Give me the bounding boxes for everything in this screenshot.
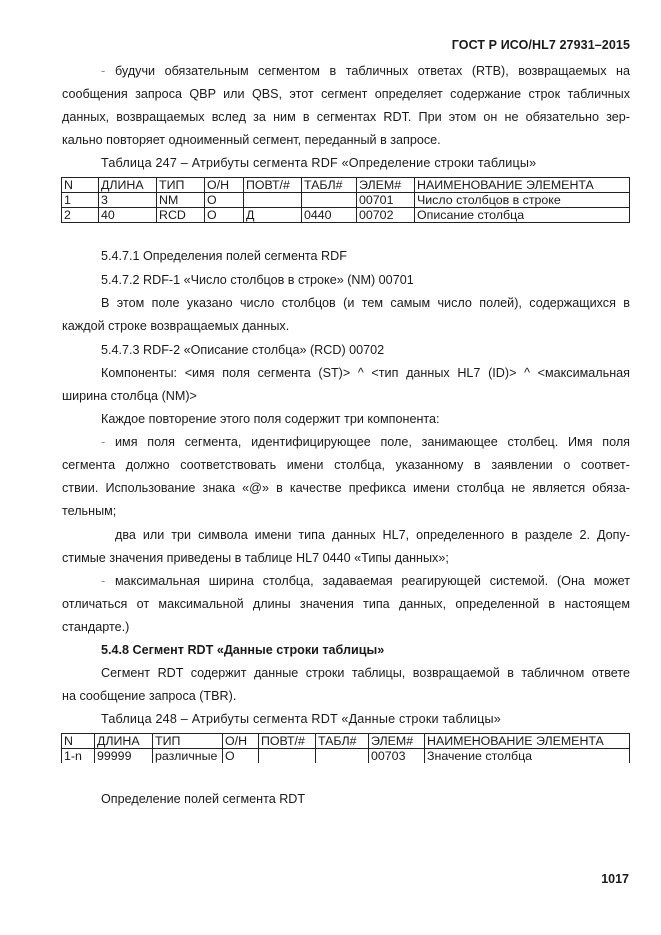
table-cell: 99999 (95, 749, 153, 764)
table-cell: 00701 (357, 193, 415, 208)
header-cell: ТАБЛ# (302, 178, 357, 193)
paragraph-line: В этом поле указано число столбцов (и тем самым число полей), содержащихся в (101, 296, 630, 310)
header-cell: ДЛИНА (99, 178, 157, 193)
list-item-line: стимые значения приведены в таблице HL7 0440 «Типы данных»; (62, 551, 449, 565)
table-cell: O (205, 193, 244, 208)
bullet-dash: - (101, 435, 106, 449)
table-cell (259, 749, 316, 764)
table-cell: 1-n (62, 749, 95, 764)
table-cell: 0440 (302, 208, 357, 223)
list-item-line: стандарте.) (62, 620, 130, 634)
header-cell: N (62, 734, 95, 749)
document-header: ГОСТ Р ИСО/HL7 27931–2015 (451, 38, 630, 52)
paragraph-line: кально повторяет одноименный сегмент, переданный в запросе. (62, 133, 441, 147)
section-heading: 5.4.7.2 RDF-1 «Число столбцов в строке» (NM) 00701 (101, 273, 414, 287)
bullet-dash: - (101, 574, 106, 588)
header-cell: ТАБЛ# (316, 734, 369, 749)
paragraph-line: сообщения запроса QBP или QBS, этот сегмент определяет содержание строк табличных (62, 87, 630, 101)
table-cell: 3 (99, 193, 157, 208)
paragraph-line: ширина столбца (NM)> (62, 389, 197, 403)
section-heading: 5.4.7.1 Определения полей сегмента RDF (101, 249, 347, 263)
table-row (62, 208, 630, 223)
header-cell: ЭЛЕМ# (357, 178, 415, 193)
header-cell: ПОВТ/# (259, 734, 316, 749)
table-header-row (62, 734, 630, 749)
list-item-line: два или три символа имени типа данных HL7, определенного в разделе 2. Допу- (115, 528, 630, 542)
table-cell: O (223, 749, 259, 764)
table-caption: Таблица 248 – Атрибуты сегмента RDT «Данные строки таблицы» (101, 712, 502, 726)
table-cell: 00703 (369, 749, 425, 764)
table-cell: Значение столбца (425, 749, 630, 764)
table-cell (302, 193, 357, 208)
paragraph-line: Сегмент RDT содержит данные строки таблицы, возвращаемой в табличном ответе (101, 666, 630, 680)
table-header-row (62, 178, 630, 193)
table-cell: NM (157, 193, 205, 208)
table-247 (61, 177, 630, 223)
header-cell: О/Н (205, 178, 244, 193)
paragraph-line: данных, возвращаемых вслед за ним в сегментах RDT. При этом он не обязательно зер- (62, 110, 630, 124)
paragraph-line: Компоненты: <имя поля сегмента (ST)> ^ <тип данных HL7 (ID)> ^ <максимальная (101, 366, 630, 380)
table-cell: 1 (62, 193, 99, 208)
page-number: 1017 (601, 872, 629, 886)
paragraph-line: - будучи обязательным сегментом в табличных ответах (RTB), возвращаемых на (101, 64, 630, 78)
table-cell: RCD (157, 208, 205, 223)
table-cell: Число столбцов в строке (415, 193, 630, 208)
paragraph-line: Каждое повторение этого поля содержит три компонента: (101, 412, 440, 426)
header-cell: ЭЛЕМ# (369, 734, 425, 749)
table-cell (316, 749, 369, 764)
list-item-line: отличаться от максимальной длины значения типа данных, определенной в настоящем (62, 597, 630, 611)
section-heading: 5.4.7.3 RDF-2 «Описание столбца» (RCD) 00702 (101, 343, 385, 357)
header-cell: ПОВТ/# (244, 178, 302, 193)
list-item-line: тельным; (62, 504, 117, 518)
table-caption: Таблица 247 – Атрибуты сегмента RDF «Определение строки таблицы» (101, 156, 537, 170)
header-cell: НАИМЕНОВАНИЕ ЭЛЕМЕНТА (415, 178, 630, 193)
header-cell: ДЛИНА (95, 734, 153, 749)
header-cell: ТИП (157, 178, 205, 193)
table-row (62, 193, 630, 208)
table-cell: 40 (99, 208, 157, 223)
header-cell: ТИП (153, 734, 223, 749)
list-item-line: - имя поля сегмента, идентифицирующее поле, занимающее столбец. Имя поля (101, 435, 630, 449)
table-row (62, 749, 630, 764)
table-cell: 2 (62, 208, 99, 223)
paragraph-line: на сообщение запроса (TBR). (62, 689, 237, 703)
paragraph-line: каждой строке возвращаемых данных. (62, 319, 290, 333)
paragraph-line: Определение полей сегмента RDT (101, 792, 306, 806)
table-cell: Описание столбца (415, 208, 630, 223)
table-cell (244, 193, 302, 208)
header-cell: О/Н (223, 734, 259, 749)
table-cell: O (205, 208, 244, 223)
section-heading: 5.4.8 Сегмент RDT «Данные строки таблицы» (101, 643, 385, 657)
bullet-dash: - (101, 64, 106, 78)
header-cell: НАИМЕНОВАНИЕ ЭЛЕМЕНТА (425, 734, 630, 749)
list-item-line: - максимальная ширина столбца, задаваемая реагирующей системой. (Она может (101, 574, 630, 588)
header-cell: N (62, 178, 99, 193)
table-cell: Д (244, 208, 302, 223)
list-item-line: ствии. Использование знака «@» в качестве префикса имени столбца не является обяза- (62, 481, 630, 495)
list-item-line: сегмента должно соответствовать имени столбца, указанному в заявлении о соответ- (62, 458, 630, 472)
table-248 (61, 733, 630, 763)
table-cell: 00702 (357, 208, 415, 223)
table-cell: различные (153, 749, 223, 764)
